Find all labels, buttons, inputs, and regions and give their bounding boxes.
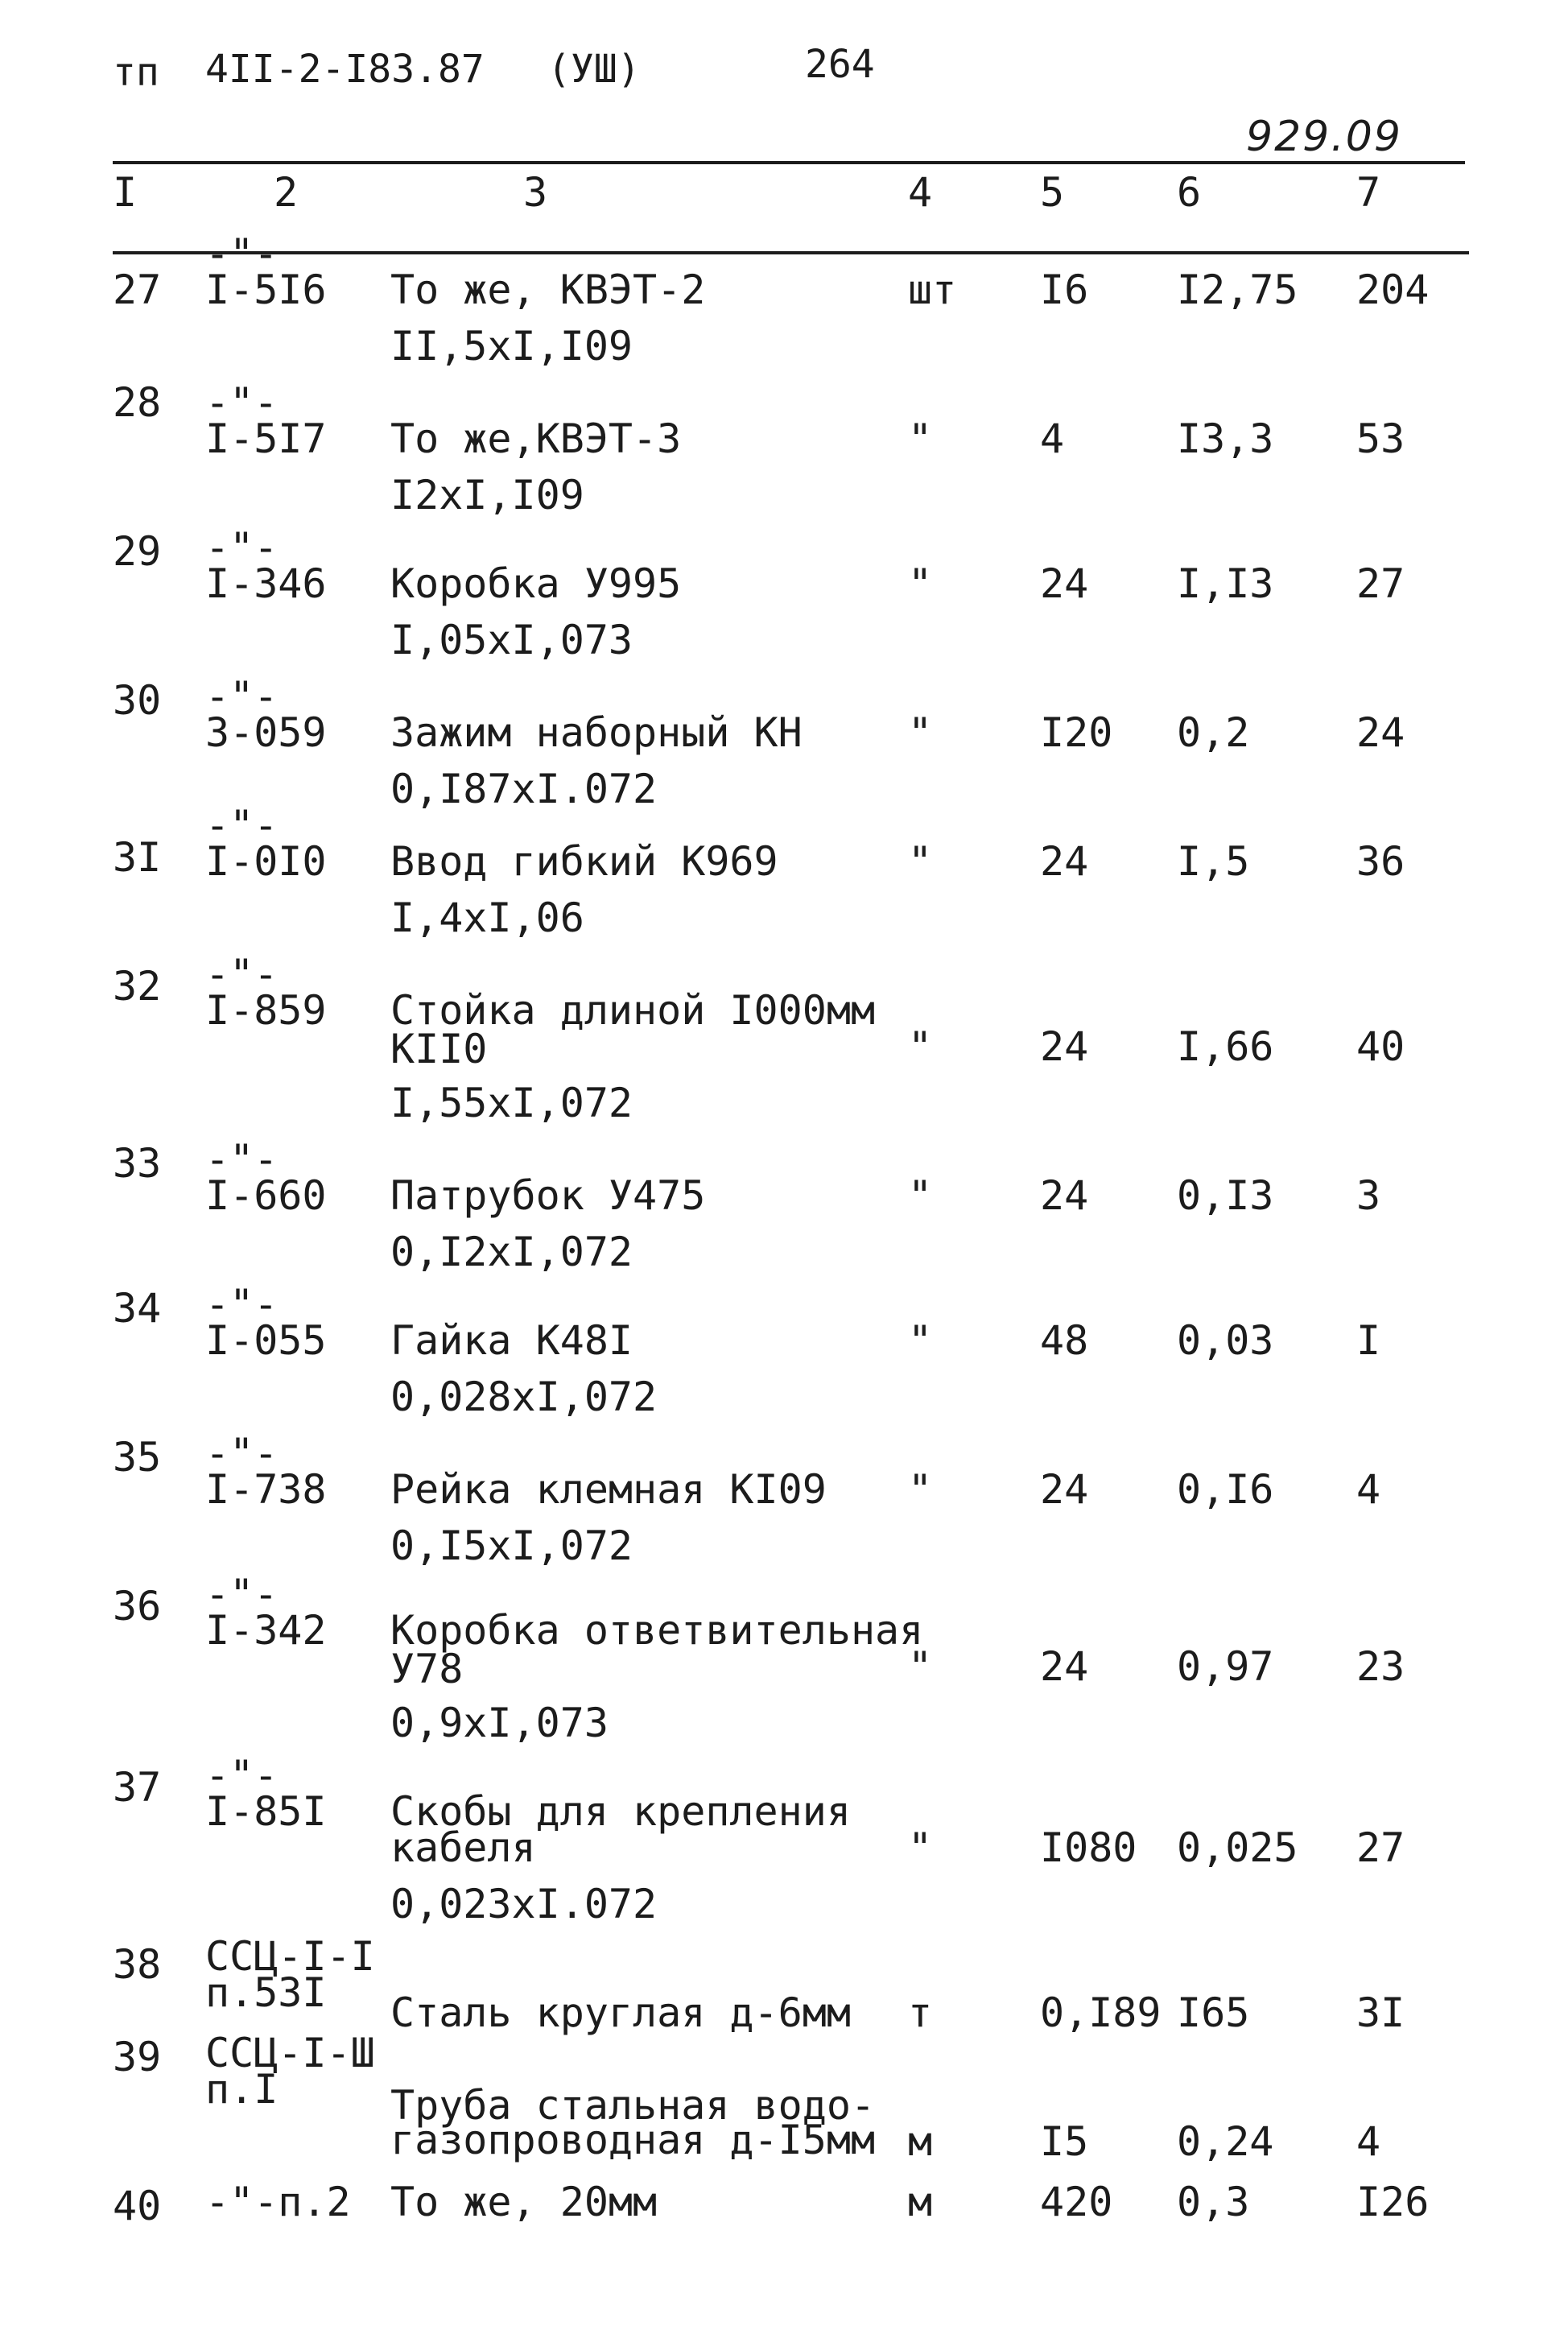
row-name-line-1: Сталь круглая д-6мм: [390, 1989, 851, 2036]
page-number: 264: [805, 42, 875, 87]
row-ref-line-1: -"-п.2: [205, 2179, 351, 2225]
row-quantity: 24: [1040, 560, 1089, 607]
row-name-line-1: Рейка клемная КI09: [390, 1466, 827, 1513]
row-quantity: 48: [1040, 1317, 1089, 1364]
row-name-dimensions: I,4xI,06: [390, 894, 584, 941]
col-header-5: 5: [1040, 169, 1065, 216]
row-quantity: 0,I89: [1040, 1989, 1162, 2036]
col-header-6: 6: [1177, 169, 1202, 216]
row-total: 3: [1356, 1172, 1381, 1219]
row-quantity: 24: [1040, 1023, 1089, 1070]
row-total: I26: [1356, 2179, 1430, 2225]
row-unit: ": [908, 560, 933, 607]
row-name-dimensions: 0,I87xI.072: [390, 766, 658, 812]
row-ref-line-1: -"-: [205, 802, 279, 849]
row-name-line-1b: У78: [390, 1646, 464, 1692]
row-name-line-1: То же,КВЭТ-3: [390, 415, 682, 462]
row-name-dimensions: 0,I2xI,072: [390, 1229, 633, 1275]
row-ref-line-2: п.I: [205, 2066, 279, 2113]
col-header-2: 2: [274, 169, 299, 216]
row-unit: м: [908, 2179, 933, 2225]
row-total: 4: [1356, 2118, 1381, 2165]
row-number: 39: [113, 2034, 162, 2080]
row-name-dimensions: I,05xI,073: [390, 617, 633, 663]
top-rule: [113, 161, 1465, 164]
header-rule: [113, 251, 1469, 254]
row-ref-line-2: I-5I6: [205, 266, 327, 313]
row-unit-price: 0,03: [1177, 1317, 1274, 1364]
row-name-line-1: Стойка длиной I000мм: [390, 987, 876, 1034]
row-name-dimensions: I2xI,I09: [390, 472, 584, 518]
row-name-line-1b: газопроводная д-I5мм: [390, 2117, 876, 2163]
handwritten-number: 929.09: [1246, 113, 1402, 161]
row-unit: ": [908, 1317, 933, 1364]
row-name-line-1: Гайка К48I: [390, 1317, 633, 1364]
row-number: 28: [113, 379, 162, 426]
row-name-line-1: Патрубок У475: [390, 1172, 706, 1219]
row-total: 204: [1356, 266, 1430, 313]
row-quantity: 24: [1040, 1172, 1089, 1219]
row-unit-price: I2,75: [1177, 266, 1298, 313]
row-number: 38: [113, 1941, 162, 1988]
row-quantity: I5: [1040, 2118, 1089, 2165]
row-unit: ": [908, 838, 933, 885]
row-unit-price: 0,3: [1177, 2179, 1250, 2225]
row-unit-price: I,66: [1177, 1023, 1274, 1070]
row-number: 33: [113, 1140, 162, 1187]
row-total: 27: [1356, 560, 1405, 607]
row-ref-line-2: I-85I: [205, 1788, 327, 1835]
row-unit-price: 0,I3: [1177, 1172, 1274, 1219]
row-ref-line-2: I-859: [205, 987, 327, 1034]
row-quantity: 24: [1040, 1466, 1089, 1513]
row-name-line-1: Скобы для крепления: [390, 1788, 851, 1835]
row-number: 30: [113, 677, 162, 724]
row-name-line-1b: КII0: [390, 1026, 488, 1072]
row-number: 29: [113, 528, 162, 575]
row-ref-line-1: -"-: [205, 1752, 279, 1799]
row-name-dimensions: II,5xI,I09: [390, 323, 633, 370]
row-number: 27: [113, 266, 162, 313]
row-unit: ": [908, 1643, 933, 1690]
row-ref-line-2: I-0I0: [205, 838, 327, 885]
row-name-line-1: Коробка ответвительная: [390, 1607, 924, 1654]
row-ref-line-1: -"-: [205, 1430, 279, 1477]
row-unit: м: [908, 2118, 933, 2165]
row-total: 23: [1356, 1643, 1405, 1690]
row-ref-line-2: 3-059: [205, 709, 327, 756]
row-unit: ": [908, 1023, 933, 1070]
row-name-dimensions: 0,I5xI,072: [390, 1522, 633, 1569]
row-ref-line-2: I-738: [205, 1466, 327, 1513]
row-unit-price: I,5: [1177, 838, 1250, 885]
row-total: 36: [1356, 838, 1405, 885]
row-unit: т: [908, 1989, 933, 2036]
col-header-4: 4: [908, 169, 933, 216]
row-name-line-1: То же, КВЭТ-2: [390, 266, 706, 313]
doc-prefix: тп: [113, 50, 159, 95]
row-unit-price: I,I3: [1177, 560, 1274, 607]
row-name-line-1b: кабеля: [390, 1824, 536, 1871]
col-header-7: 7: [1356, 169, 1381, 216]
row-name-dimensions: 0,9xI,073: [390, 1700, 609, 1746]
row-unit-price: 0,2: [1177, 709, 1250, 756]
row-unit-price: 0,I6: [1177, 1466, 1274, 1513]
row-ref-line-1: ССЦ-I-I: [205, 1933, 375, 1980]
row-name-dimensions: 0,023xI.072: [390, 1881, 658, 1927]
row-name-dimensions: 0,028xI,072: [390, 1374, 658, 1420]
row-number: 35: [113, 1434, 162, 1481]
row-quantity: 24: [1040, 1643, 1089, 1690]
row-unit: ": [908, 1172, 933, 1219]
row-ref-line-2: I-346: [205, 560, 327, 607]
row-number: 32: [113, 963, 162, 1010]
row-ref-line-1: ССЦ-I-Ш: [205, 2030, 375, 2076]
row-ref-line-1: -"-: [205, 230, 279, 277]
row-name-line-1: Ввод гибкий К969: [390, 838, 778, 885]
doc-section: (УШ): [547, 47, 641, 92]
row-unit-price: I3,3: [1177, 415, 1274, 462]
row-ref-line-1: -"-: [205, 673, 279, 720]
row-unit-price: 0,24: [1177, 2118, 1274, 2165]
row-unit-price: 0,025: [1177, 1824, 1298, 1871]
row-ref-line-2: I-055: [205, 1317, 327, 1364]
row-total: I: [1356, 1317, 1381, 1364]
doc-number: 4II-2-I83.87: [205, 47, 485, 92]
row-total: 24: [1356, 709, 1405, 756]
row-unit-price: 0,97: [1177, 1643, 1274, 1690]
row-ref-line-1: -"-: [205, 1571, 279, 1617]
row-ref-line-2: I-5I7: [205, 415, 327, 462]
row-unit: ": [908, 1466, 933, 1513]
row-number: 37: [113, 1764, 162, 1811]
col-header-3: 3: [523, 169, 548, 216]
row-unit-price: I65: [1177, 1989, 1250, 2036]
row-ref-line-1: -"-: [205, 524, 279, 571]
row-unit: ": [908, 415, 933, 462]
row-number: 3I: [113, 834, 162, 881]
row-ref-line-1: -"-: [205, 379, 279, 426]
row-total: 27: [1356, 1824, 1405, 1871]
row-name-line-1: Труба стальная водо-: [390, 2082, 876, 2129]
row-name-line-1: Зажим наборный КН: [390, 709, 803, 756]
row-number: 34: [113, 1285, 162, 1332]
row-number: 40: [113, 2183, 162, 2229]
col-header-1: I: [113, 169, 138, 216]
row-quantity: 420: [1040, 2179, 1113, 2225]
row-unit: шт: [908, 266, 957, 313]
row-name-line-1: Коробка У995: [390, 560, 682, 607]
row-ref-line-2: I-342: [205, 1607, 327, 1654]
row-total: 4: [1356, 1466, 1381, 1513]
row-quantity: 4: [1040, 415, 1065, 462]
row-quantity: I080: [1040, 1824, 1137, 1871]
row-name-line-1: То же, 20мм: [390, 2179, 658, 2225]
row-total: 53: [1356, 415, 1405, 462]
row-unit: ": [908, 1824, 933, 1871]
row-number: 36: [113, 1583, 162, 1630]
row-ref-line-1: -"-: [205, 1136, 279, 1183]
row-ref-line-1: -"-: [205, 1281, 279, 1328]
row-total: 3I: [1356, 1989, 1405, 2036]
row-ref-line-1: -"-: [205, 951, 279, 998]
row-ref-line-2: п.53I: [205, 1969, 327, 2016]
row-quantity: I20: [1040, 709, 1113, 756]
row-quantity: 24: [1040, 838, 1089, 885]
row-quantity: I6: [1040, 266, 1089, 313]
row-ref-line-2: I-660: [205, 1172, 327, 1219]
row-name-dimensions: I,55xI,072: [390, 1080, 633, 1126]
row-total: 40: [1356, 1023, 1405, 1070]
row-unit: ": [908, 709, 933, 756]
